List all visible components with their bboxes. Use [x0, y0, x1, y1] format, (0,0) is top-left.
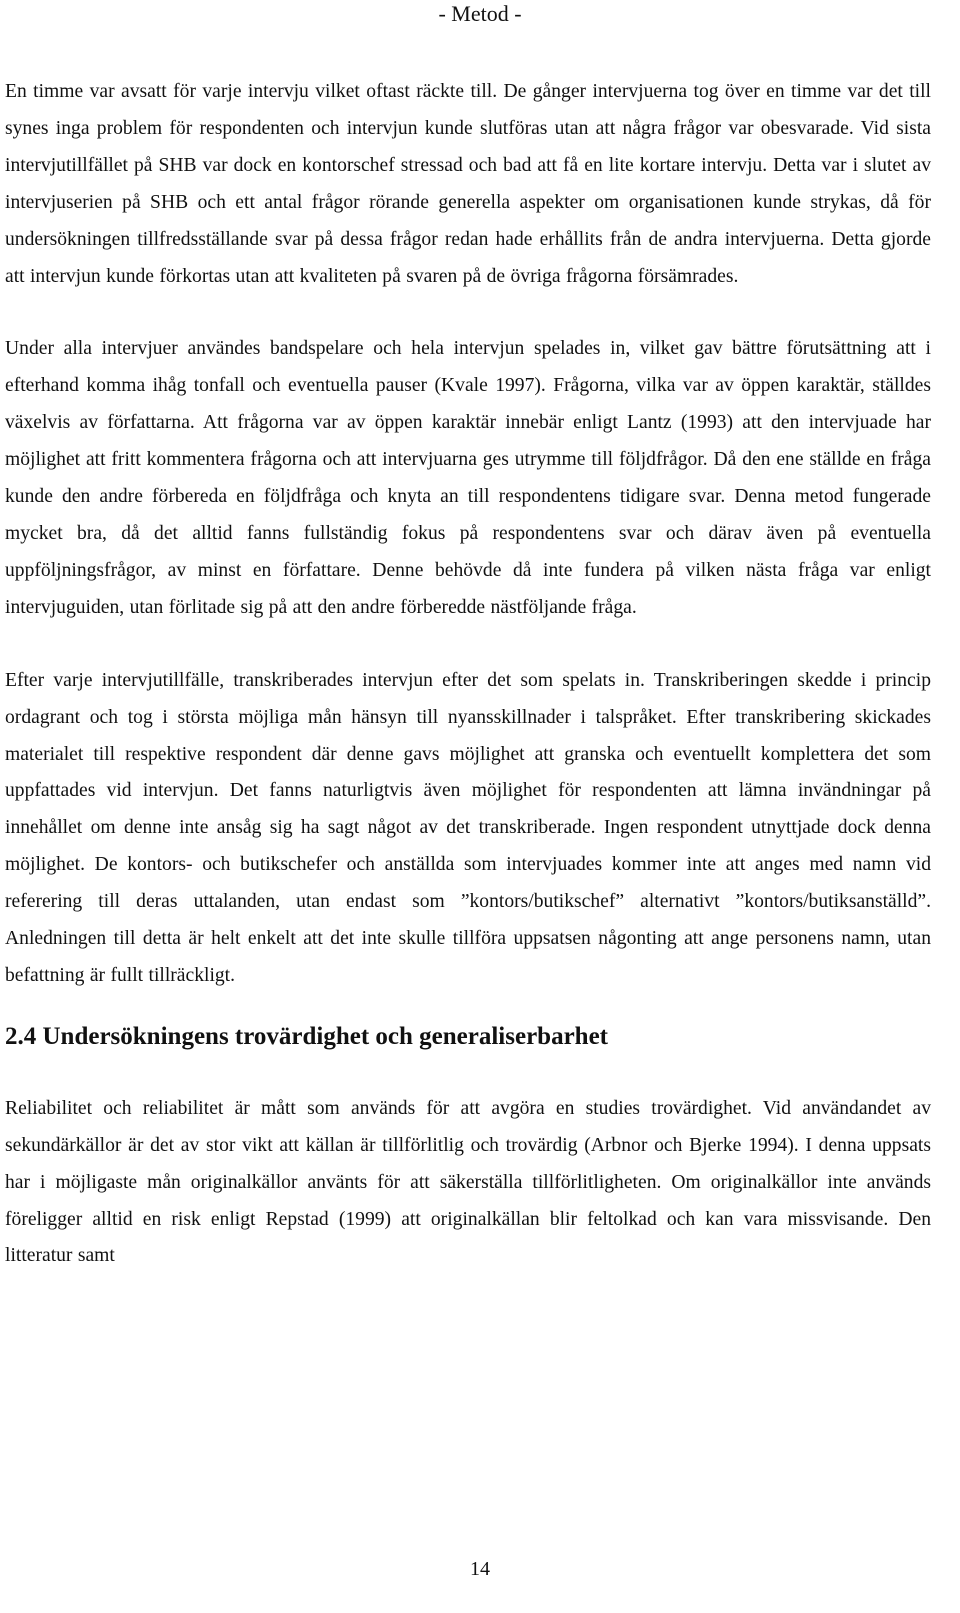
page-number: 14	[470, 1558, 490, 1580]
paragraph-reliability: Reliabilitet och reliabilitet är mått som används för att avgöra en studies trovärdighet. Vid användandet av sekundärkällor är det av stor vikt att källan är tillförlitlig och trovärdig (Arbnor och Bjerke 1994). I denna uppsats har i möjligaste mån originalkällor använts för att säkerställa tillförlitligheten. Om originalkällor inte används föreligger alltid en risk enligt Repstad (1999) att originalkällan blir feltolkad och kan vara missvisande. Den litteratur samt	[5, 1097, 931, 1267]
running-header: - Metod -	[438, 1, 522, 26]
page-content	[5, 74, 931, 1275]
paragraph-recording-method: Under alla intervjuer användes bandspelare och hela intervjun spelades in, vilket gav bättre förutsättning att i efterhand komma ihåg tonfall och eventuella pauser (Kvale 1997). Frågorna, vilka var av öppen karaktär, ställdes växelvis av författarna. Att frågorna var av öppen karaktär innebär enligt Lantz (1993) att den intervjuade har möjlighet att fritt kommentera frågorna och att intervjuarna ges utrymme till följdfrågor. Då den ene ställde en fråga kunde den andre förbereda en följdfråga och knyta an till respondentens tidigare svar. Denna metod fungerade mycket bra, då det alltid fanns fullständig fokus på respondentens svar och därav även på eventuella uppföljningsfrågor, av minst en författare. Denne behövde då inte fundera på vilken nästa fråga var enligt intervjuguiden, utan förlitade sig på att den andre förberedde nästföljande fråga.	[5, 338, 931, 618]
section-heading: 2.4 Undersökningens trovärdighet och generaliserbarhet	[5, 1022, 608, 1050]
paragraph-transcription: Efter varje intervjutillfälle, transkriberades intervjun efter det som spelats in. Transkriberingen skedde i princip ordagrant och tog i största möjliga mån hänsyn till nyansskillnader i talspråket. Efter transkribering skickades materialet till respektive respondent där denne gavs möjlighet att granska och eventuellt komplettera det som uppfattades vid intervjun. Det fanns naturligtvis även möjlighet för respondenten att lämna invändningar på innehållet om denne inte ansåg sig ha sagt något av det transkriberade. Ingen respondent utnyttjade dock denna möjlighet. De kontors- och butikschefer och anställda som intervjuades kommer inte att anges med namn vid referering till deras uttalanden, utan endast som ”kontors/butikschef” alternativt ”kontors/butiksanställd”. Anledningen till detta är helt enkelt att det inte skulle tillföra uppsatsen någonting att ange personens namn, utan befattning är fullt tillräckligt.	[5, 669, 931, 986]
paragraph-interview-duration: En timme var avsatt för varje intervju vilket oftast räckte till. De gånger intervjuerna tog över en timme var det till synes inga problem för respondenten och intervjun kunde slutföras utan att några frågor var obesvarade. Vid sista intervjutillfället på SHB var dock en kontorschef stressad och bad att få en lite kortare intervju. Detta var i slutet av intervjuserien på SHB och ett antal frågor rörande generella aspekter om organisationen kunde strykas, då för undersökningen tillfredsställande svar på dessa frågor redan hade erhållits från de andra intervjuerna. Detta gjorde att intervjun kunde förkortas utan att kvaliteten på svaren på de övriga frågorna försämrades.	[5, 81, 931, 287]
